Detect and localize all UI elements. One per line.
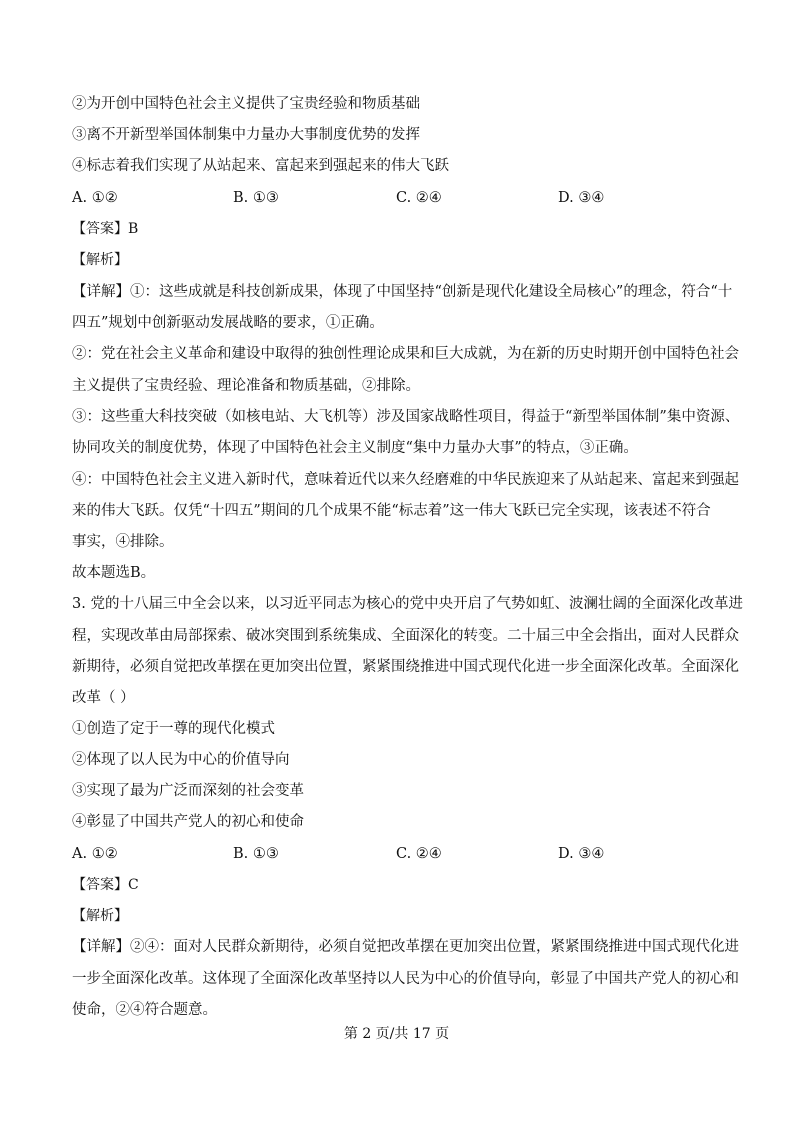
- question-3-stem: 新期待，必须自觉把改革摆在更加突出位置，紧紧围绕推进中国式现代化进一步全面深化改革。全面深化: [72, 659, 739, 675]
- option-statement-3: ③离不开新型举国体制集中力量办大事制度优势的发挥: [72, 127, 420, 143]
- option-statement-2: ②为开创中国特色社会主义提供了宝贵经验和物质基础: [72, 96, 420, 112]
- choice-b: B. ①③: [233, 846, 279, 862]
- explanation-line: 【详解】①：这些成就是科技创新成果，体现了中国坚持“创新是现代化建设全局核心”的理念，符合“十: [72, 284, 733, 300]
- explanation-line: 四五”规划中创新驱动发展战略的要求，①正确。: [72, 315, 384, 331]
- answer-choices-q3: [72, 844, 722, 864]
- analysis-label: 【解析】: [72, 908, 128, 924]
- explanation-line: ②：党在社会主义革命和建设中取得的独创性理论成果和巨大成就，为在新的历史时期开创中国特色社会: [72, 346, 739, 362]
- choice-a: A. ①②: [72, 846, 118, 862]
- choice-d: D. ③④: [558, 846, 605, 862]
- conclusion-line: 故本题选B。: [72, 565, 156, 581]
- explanation-line: 一步全面深化改革。这体现了全面深化改革坚持以人民为中心的价值导向，彰显了中国共产党人的初心和: [72, 971, 739, 987]
- explanation-line: ④：中国特色社会主义进入新时代，意味着近代以来久经磨难的中华民族迎来了从站起来、富起来到强起: [72, 472, 739, 488]
- choice-c: C. ②④: [396, 846, 442, 862]
- option-statement-4: ④彰显了中国共产党人的初心和使命: [72, 814, 304, 830]
- analysis-label: 【解析】: [72, 252, 128, 268]
- answer-label: 【答案】C: [72, 877, 139, 893]
- explanation-line: 来的伟大飞跃。仅凭“十四五”期间的几个成果不能“标志着”这一伟大飞跃已完全实现，该表述不符合: [72, 503, 711, 519]
- answer-label: 【答案】B: [72, 221, 139, 237]
- explanation-line: 【详解】②④：面对人民群众新期待，必须自觉把改革摆在更加突出位置，紧紧围绕推进中国式现代化进: [72, 939, 739, 955]
- explanation-line: 使命，②④符合题意。: [72, 1002, 217, 1018]
- choice-b: B. ①③: [233, 190, 279, 206]
- question-3-stem: 改革（ ）: [72, 690, 135, 706]
- explanation-line: 事实，④排除。: [72, 534, 174, 550]
- explanation-line: 协同攻关的制度优势，体现了中国特色社会主义制度“集中力量办大事”的特点，③正确。: [72, 440, 638, 456]
- answer-choices-q2: [72, 188, 722, 208]
- option-statement-4: ④标志着我们实现了从站起来、富起来到强起来的伟大飞跃: [72, 158, 449, 174]
- question-3-stem: 程，实现改革由局部探索、破冰突围到系统集成、全面深化的转变。二十届三中全会指出，面对人民群众: [72, 628, 739, 644]
- option-statement-3: ③实现了最为广泛而深刻的社会变革: [72, 783, 304, 799]
- option-statement-1: ①创造了定于一尊的现代化模式: [72, 721, 275, 737]
- explanation-line: ③：这些重大科技突破（如核电站、大飞机等）涉及国家战略性项目，得益于“新型举国体制”集中资源、: [72, 409, 740, 425]
- choice-d: D. ③④: [558, 190, 605, 206]
- option-statement-2: ②体现了以人民为中心的价值导向: [72, 752, 290, 768]
- choice-a: A. ①②: [72, 190, 118, 206]
- question-3-stem: 3. 党的十八届三中全会以来，以习近平同志为核心的党中央开启了气势如虹、波澜壮阔的全面深化改革进: [72, 596, 743, 612]
- page-footer: 第 2 页/共 17 页: [343, 1026, 450, 1042]
- explanation-line: 主义提供了宝贵经验、理论准备和物质基础，②排除。: [72, 378, 420, 394]
- choice-c: C. ②④: [396, 190, 442, 206]
